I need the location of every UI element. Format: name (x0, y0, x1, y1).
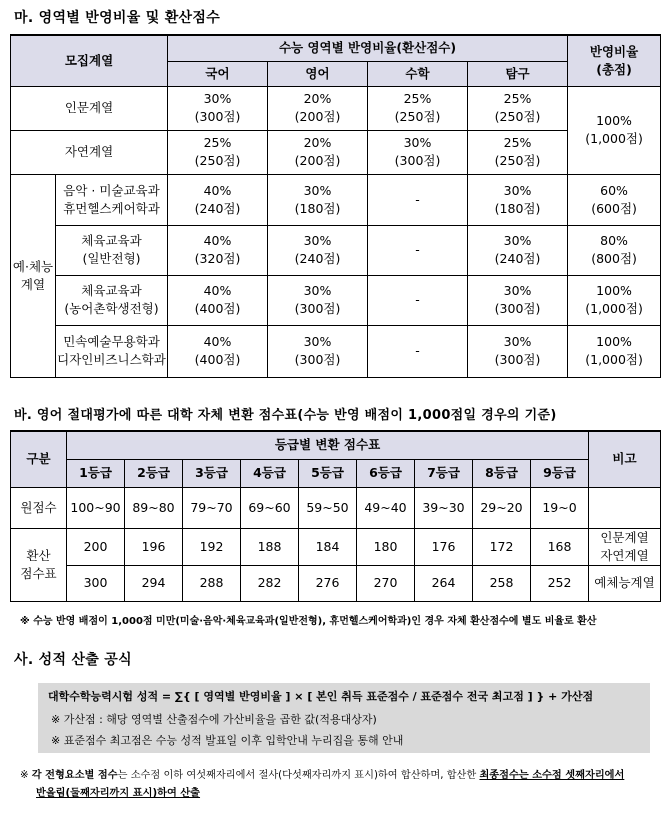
header-group: 모집계열 (11, 35, 168, 86)
cell: 30% (300점) (368, 130, 468, 174)
cell: 25% (250점) (168, 130, 268, 174)
cell: 40% (320점) (168, 225, 268, 275)
note-cell (589, 487, 661, 528)
cell: 30% (300점) (268, 275, 368, 325)
table-row (11, 275, 661, 325)
table-row (11, 86, 661, 130)
cell: 30% (240점) (268, 225, 368, 275)
table-row (11, 565, 661, 601)
header-gubun: 구분 (11, 431, 67, 487)
cell: 172 (473, 528, 531, 565)
cell: 270 (357, 565, 415, 601)
header-note: 비고 (589, 431, 661, 487)
cell: 176 (415, 528, 473, 565)
row-label: 자연계열 (11, 130, 168, 174)
grade-header: 3등급 (183, 459, 241, 487)
cell: - (368, 275, 468, 325)
cell: 200 (67, 528, 125, 565)
table-row (11, 528, 661, 565)
cell: 20% (200점) (268, 86, 368, 130)
total-cell: 100% (1,000점) (568, 86, 661, 174)
header-korean: 국어 (168, 61, 268, 86)
cell: 168 (531, 528, 589, 565)
cell: 180 (357, 528, 415, 565)
table-row (11, 225, 661, 275)
grade-header: 6등급 (357, 459, 415, 487)
cell: 30% (180점) (468, 174, 568, 225)
grade-header-row (11, 459, 661, 487)
grade-header: 8등급 (473, 459, 531, 487)
cell: 282 (241, 565, 299, 601)
table-row (11, 130, 661, 174)
cell: 192 (183, 528, 241, 565)
cell: 264 (415, 565, 473, 601)
footnote-score: ※ 각 전형요소별 점수는 소수점 이하 여섯째자리에서 절사(다섯째자리까지 표시)하여 합산하며, 합산한 최종점수는 소수점 셋째자리에서 (20, 770, 625, 781)
cell: 196 (125, 528, 183, 565)
table-row (11, 325, 661, 377)
cell: 40% (240점) (168, 174, 268, 225)
cell: 30% (300점) (468, 275, 568, 325)
row-label: 체육교육과 (농어촌학생전형) (56, 275, 168, 325)
header-ratio: 수능 영역별 반영비율(환산점수) (168, 35, 568, 61)
section-sa-title: 사. 성적 산출 공식 (14, 652, 132, 668)
cell: 100~90 (67, 487, 125, 528)
header-inquiry: 탐구 (468, 61, 568, 86)
cell: 30% (300점) (268, 325, 368, 377)
footnote-english: ※ 수능 반영 배점이 1,000점 미만(미술·음악·체육교육과(일반전형), 휴먼헬스케어학과)인 경우 자체 환산점수에 별도 비율로 환산 (20, 616, 597, 627)
arts-group-label: 예·체능 계열 (11, 174, 56, 377)
grade-header: 7등급 (415, 459, 473, 487)
cell: - (368, 225, 468, 275)
cell: 258 (473, 565, 531, 601)
grade-header: 2등급 (125, 459, 183, 487)
section-ma-title: 마. 영역별 반영비율 및 환산점수 (14, 10, 221, 26)
cell: 30% (180점) (268, 174, 368, 225)
grade-header: 9등급 (531, 459, 589, 487)
grade-header: 4등급 (241, 459, 299, 487)
row-label: 환산 점수표 (11, 528, 67, 601)
cell: 25% (250점) (368, 86, 468, 130)
total-cell: 100% (1,000점) (568, 275, 661, 325)
cell: 300 (67, 565, 125, 601)
cell: 252 (531, 565, 589, 601)
note-cell: 인문계열 자연계열 (589, 528, 661, 565)
cell: 79~70 (183, 487, 241, 528)
grade-header: 1등급 (67, 459, 125, 487)
header-english: 영어 (268, 61, 368, 86)
cell: 288 (183, 565, 241, 601)
cell: 294 (125, 565, 183, 601)
formula-note-max: ※ 표준점수 최고점은 수능 성적 발표일 이후 입학안내 누리집을 통해 안내 (51, 734, 404, 747)
row-label: 음악 · 미술교육과 휴먼헬스케어학과 (56, 174, 168, 225)
table-row (11, 487, 661, 528)
cell: 29~20 (473, 487, 531, 528)
cell: 40% (400점) (168, 275, 268, 325)
formula-box (38, 683, 650, 753)
total-cell: 60% (600점) (568, 174, 661, 225)
cell: 276 (299, 565, 357, 601)
cell: 40% (400점) (168, 325, 268, 377)
cell: 39~30 (415, 487, 473, 528)
cell: - (368, 174, 468, 225)
cell: 30% (300점) (168, 86, 268, 130)
table-row (11, 174, 661, 225)
cell: 25% (250점) (468, 130, 568, 174)
cell: 89~80 (125, 487, 183, 528)
cell: 69~60 (241, 487, 299, 528)
cell: 30% (240점) (468, 225, 568, 275)
cell: - (368, 325, 468, 377)
row-label: 체육교육과 (일반전형) (56, 225, 168, 275)
cell: 184 (299, 528, 357, 565)
cell: 25% (250점) (468, 86, 568, 130)
cell: 30% (300점) (468, 325, 568, 377)
total-cell: 100% (1,000점) (568, 325, 661, 377)
header-conversion: 등급별 변환 점수표 (67, 431, 589, 459)
formula: 대학수학능력시험 성적 = ∑{ [ 영역별 반영비율 ] × [ 본인 취득 표준점수 / 표준점수 전국 최고점 ] } + 가산점 (48, 690, 594, 703)
ratio-table (10, 34, 661, 378)
header-total: 반영비율 (총점) (568, 35, 661, 86)
grade-header: 5등급 (299, 459, 357, 487)
row-label: 민속예술무용학과 디자인비즈니스학과 (56, 325, 168, 377)
footnote-score-line2: 반올림(둘째자리까지 표시)하여 산출 (36, 788, 201, 799)
cell: 20% (200점) (268, 130, 368, 174)
row-label: 인문계열 (11, 86, 168, 130)
english-conversion-table (10, 430, 661, 602)
note-cell: 예체능계열 (589, 565, 661, 601)
row-label: 원점수 (11, 487, 67, 528)
cell: 188 (241, 528, 299, 565)
cell: 49~40 (357, 487, 415, 528)
formula-note-bonus: ※ 가산점 : 해당 영역별 산출점수에 가산비율을 곱한 값(적용대상자) (51, 713, 377, 726)
section-ba-title: 바. 영어 절대평가에 따른 대학 자체 변환 점수표(수능 반영 배점이 1,000점일 경우의 기준) (14, 408, 557, 423)
cell: 19~0 (531, 487, 589, 528)
header-math: 수학 (368, 61, 468, 86)
cell: 59~50 (299, 487, 357, 528)
total-cell: 80% (800점) (568, 225, 661, 275)
